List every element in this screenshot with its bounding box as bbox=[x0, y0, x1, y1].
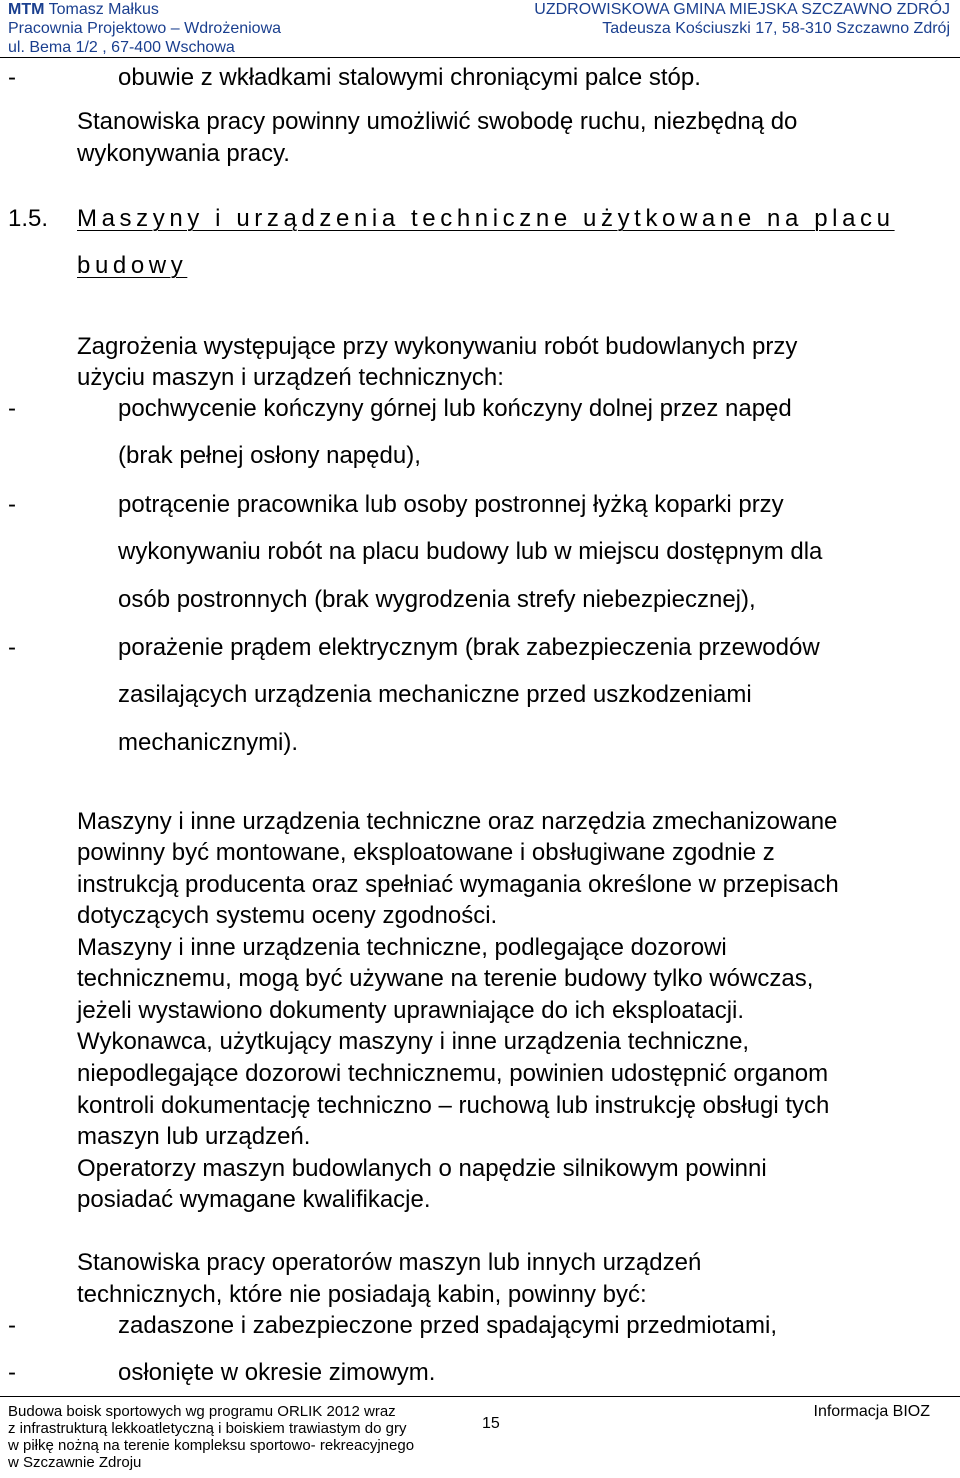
header-company-type: Pracownia Projektowo – Wdrożeniowa bbox=[8, 20, 282, 37]
header-company-name: Tomasz Małkus bbox=[44, 1, 159, 18]
paragraph-line: powinny być montowane, eksploatowane i obsługiwane zgodnie z bbox=[77, 839, 775, 866]
header-left bbox=[8, 0, 281, 57]
footer-project-line: w piłkę nożną na terenie kompleksu sportowo- rekreacyjnego bbox=[8, 1437, 415, 1454]
paragraph-line: Wykonawca, użytkujący maszyny i inne urządzenia techniczne, bbox=[77, 1028, 750, 1055]
hazard-3-line: porażenie prądem elektrycznym (brak zabezpieczenia przewodów bbox=[118, 634, 820, 661]
footer-project-line: z infrastrukturą lekkoatletyczną i boiskiem trawiastym do gry bbox=[8, 1420, 407, 1437]
list-item-footwear: obuwie z wkładkami stalowymi chroniącymi palce stóp. bbox=[118, 64, 701, 91]
paragraph-line: technicznemu, mogą być używane na terenie budowy tylko wówczas, bbox=[77, 965, 814, 992]
paragraph-line: Maszyny i inne urządzenia techniczne oraz narzędzia zmechanizowane bbox=[77, 808, 838, 835]
hazard-2-line: osób postronnych (brak wygrodzenia strefy niebezpiecznej), bbox=[118, 586, 756, 613]
hazard-1-line: pochwycenie kończyny górnej lub kończyny dolnej przez napęd bbox=[118, 395, 792, 422]
footer-project-line: Budowa boisk sportowych wg programu ORLIK 2012 wraz bbox=[8, 1403, 396, 1420]
list-dash: - bbox=[8, 395, 16, 422]
paragraph-line: jeżeli wystawiono dokumenty uprawniające do ich eksploatacji. bbox=[77, 997, 745, 1024]
list-dash: - bbox=[8, 491, 16, 518]
section-title-line1: Maszyny i urządzenia techniczne użytkowane na placu bbox=[77, 205, 895, 232]
footer-project-line: w Szczawnie Zdroju bbox=[8, 1454, 142, 1471]
hazard-3-line: zasilających urządzenia mechaniczne przed uszkodzeniami bbox=[118, 681, 752, 708]
hazard-2-line: potrącenie pracownika lub osoby postronnej łyżką koparki przy bbox=[118, 491, 784, 518]
operators-intro-line: Stanowiska pracy operatorów maszyn lub innych urządzeń bbox=[77, 1249, 702, 1276]
hazard-1-line: (brak pełnej osłony napędu), bbox=[118, 442, 421, 469]
list-dash: - bbox=[8, 1359, 16, 1386]
hazards-intro-line: Zagrożenia występujące przy wykonywaniu robót budowlanych przy bbox=[77, 333, 798, 360]
paragraph-line: wykonywania pracy. bbox=[77, 140, 290, 167]
list-dash: - bbox=[8, 634, 16, 661]
header-right bbox=[534, 0, 950, 38]
list-dash: - bbox=[8, 1312, 16, 1339]
header-company bbox=[8, 0, 281, 19]
header-company-address: ul. Bema 1/2 , 67-400 Wschowa bbox=[8, 39, 235, 56]
paragraph-line: Operatorzy maszyn budowlanych o napędzie silnikowym powinni bbox=[77, 1155, 767, 1182]
paragraph-line: niepodlegające dozorowi technicznemu, powinien udostępnić organom bbox=[77, 1060, 829, 1087]
header-company-bold: MTM bbox=[8, 1, 45, 18]
header-client-address: Tadeusza Kościuszki 17, 58-310 Szczawno Zdrój bbox=[602, 20, 950, 37]
footer-document-type: Informacja BIOZ bbox=[813, 1403, 930, 1420]
header-client-name: UZDROWISKOWA GMINA MIEJSKA SZCZAWNO ZDRÓJ bbox=[534, 1, 950, 18]
list-dash: - bbox=[8, 64, 16, 91]
paragraph-line: instrukcją producenta oraz spełniać wymagania określone w przepisach bbox=[77, 871, 839, 898]
footer-project-title bbox=[8, 1403, 414, 1471]
section-number: 1.5. bbox=[8, 205, 49, 232]
section-title-line2: budowy bbox=[77, 252, 188, 279]
paragraph-line: posiadać wymagane kwalifikacje. bbox=[77, 1186, 431, 1213]
paragraph-line: kontroli dokumentację techniczno – ruchową lub instrukcję obsługi tych bbox=[77, 1092, 830, 1119]
paragraph-line: dotyczących systemu oceny zgodności. bbox=[77, 902, 498, 929]
operators-intro-line: technicznych, które nie posiadają kabin, powinny być: bbox=[77, 1281, 647, 1308]
operators-item: osłonięte w okresie zimowym. bbox=[118, 1359, 436, 1386]
paragraph-line: Maszyny i inne urządzenia techniczne, podlegające dozorowi bbox=[77, 934, 727, 961]
paragraph-line: Stanowiska pracy powinny umożliwić swobodę ruchu, niezbędną do bbox=[77, 108, 798, 135]
page-number: 15 bbox=[482, 1415, 500, 1432]
operators-item: zadaszone i zabezpieczone przed spadającymi przedmiotami, bbox=[118, 1312, 778, 1339]
hazard-3-line: mechanicznymi). bbox=[118, 729, 299, 756]
hazards-intro-line: użyciu maszyn i urządzeń technicznych: bbox=[77, 364, 504, 391]
footer-divider bbox=[0, 1396, 960, 1397]
paragraph-line: maszyn lub urządzeń. bbox=[77, 1123, 311, 1150]
header-divider bbox=[0, 57, 960, 58]
hazard-2-line: wykonywaniu robót na placu budowy lub w miejscu dostępnym dla bbox=[118, 538, 823, 565]
